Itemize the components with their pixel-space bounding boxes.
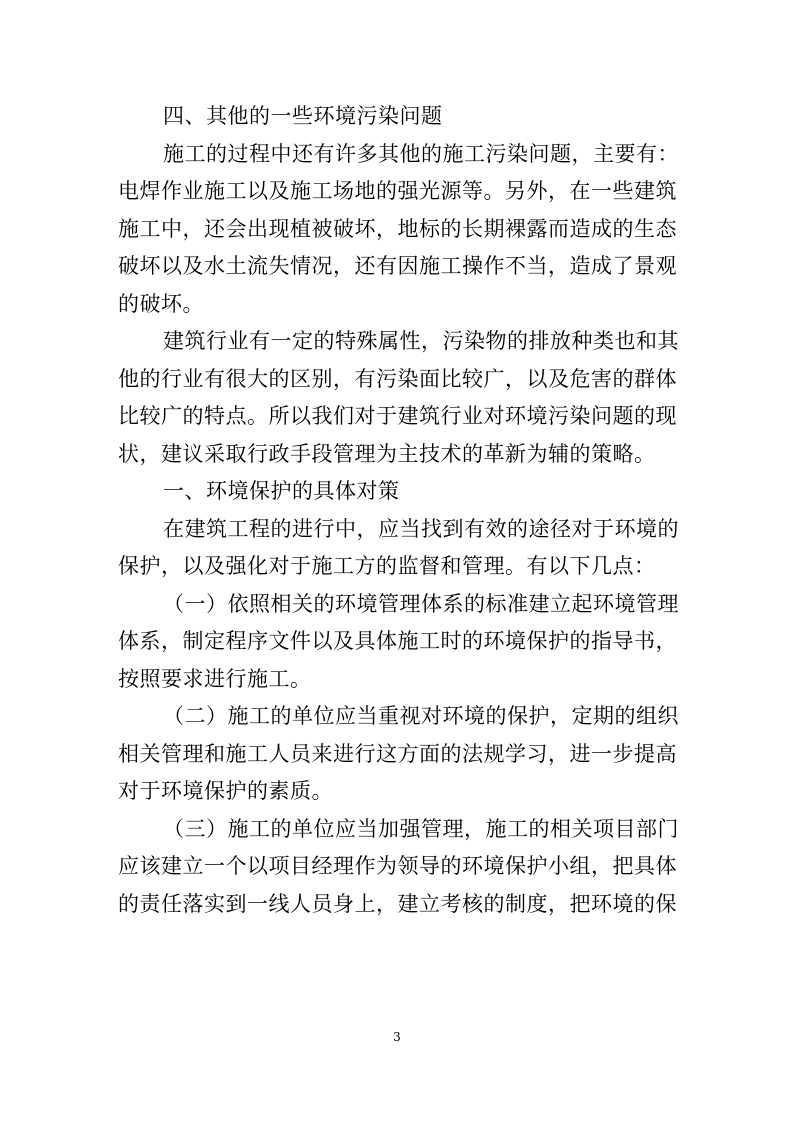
list-item-line: （二）施工的单位应当重视对环境的保护，定期的组织	[163, 704, 679, 728]
list-item-line: 按照要求进行施工。	[118, 666, 312, 691]
list-item-line: （三）施工的单位应当加强管理，施工的相关项目部门	[163, 816, 679, 841]
section-heading-other-pollution: 四、其他的一些环境污染问题	[163, 104, 443, 128]
page-number: 3	[393, 1030, 401, 1044]
paragraph-line: 建筑行业有一定的特殊属性，污染物的排放种类也和其	[163, 329, 679, 353]
paragraph-line: 电焊作业施工以及施工场地的强光源等。另外，在一些建筑	[118, 179, 677, 203]
paragraph-line: 状，建议采取行政手段管理为主技术的革新为辅的策略。	[118, 441, 656, 466]
document-body	[118, 98, 679, 923]
paragraph-line: 破坏以及水土流失情况，还有因施工操作不当，造成了景观	[118, 254, 677, 278]
list-item-line: （一）依照相关的环境管理体系的标准建立起环境管理	[163, 591, 679, 616]
paragraph-line: 比较广的特点。所以我们对于建筑行业对环境污染问题的现	[118, 404, 677, 428]
section-heading-protection-measures: 一、环境保护的具体对策	[163, 479, 400, 503]
list-item-line: 对于环境保护的素质。	[118, 779, 333, 803]
paragraph-line: 施工的过程中还有许多其他的施工污染问题，主要有：	[163, 141, 679, 166]
paragraph-line: 施工中，还会出现植被破坏，地标的长期裸露而造成的生态	[118, 216, 677, 241]
paragraph-line: 他的行业有很大的区别，有污染面比较广，以及危害的群体	[118, 366, 677, 391]
list-item-line: 应该建立一个以项目经理作为领导的环境保护小组，把具体	[118, 854, 677, 878]
list-item-line: 体系，制定程序文件以及具体施工时的环境保护的指导书，	[118, 629, 677, 653]
list-item-line: 的责任落实到一线人员身上，建立考核的制度，把环境的保	[118, 891, 677, 916]
paragraph-line: 的破坏。	[118, 291, 204, 316]
list-item-line: 相关管理和施工人员来进行这方面的法规学习，进一步提高	[118, 741, 677, 766]
paragraph-line: 保护，以及强化对于施工方的监督和管理。有以下几点：	[118, 554, 656, 578]
paragraph-line: 在建筑工程的进行中，应当找到有效的途径对于环境的	[163, 516, 679, 541]
